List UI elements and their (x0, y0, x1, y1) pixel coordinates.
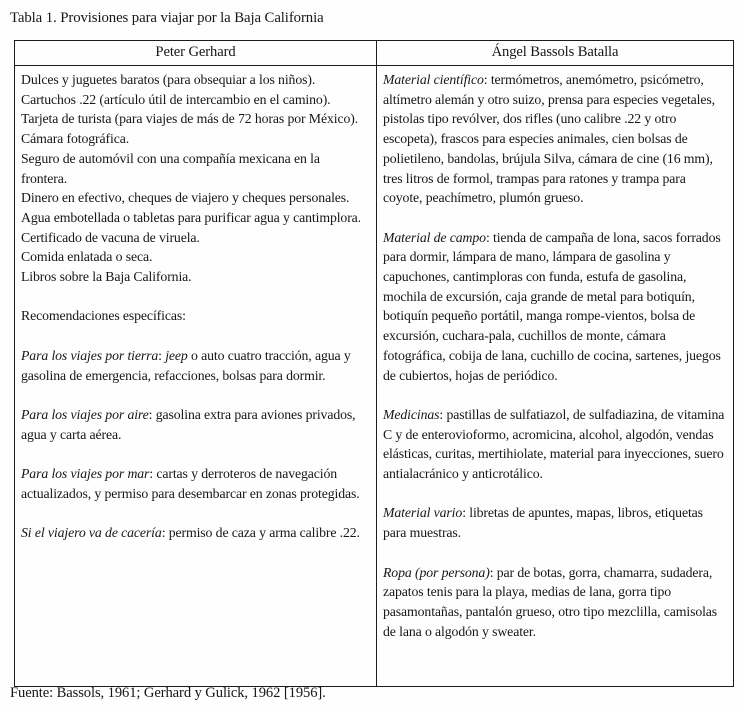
table-paragraph: Cámara fotográfica. (21, 131, 130, 147)
table-paragraph: Dulces y juguetes baratos (para obsequiar a los niños). (21, 72, 316, 87)
table-paragraph: Para los viajes por tierra: jeep o auto cuatro tracción, agua y gasolina de emergencia, refacciones, bolsas para dormir. (21, 347, 351, 383)
table-paragraph: Dinero en efectivo, cheques de viajero y cheques personales. (21, 190, 350, 206)
table-paragraph: Agua embotellada o tabletas para purificar agua y cantimplora. (21, 209, 362, 225)
provisions-table (14, 40, 734, 687)
cell-angel-bassols-provisions (377, 66, 734, 687)
table-paragraph: Para los viajes por aire: gasolina extra para aviones privados, agua y carta aérea. (21, 406, 356, 442)
table-paragraph: Cartuchos .22 (artículo útil de intercambio en el camino). (21, 91, 331, 107)
table-body-row (15, 66, 734, 687)
source-note: Fuente: Bassols, 1961; Gerhard y Gulick, 1962 [1956]. (10, 685, 326, 701)
table-paragraph: Material de campo: tienda de campaña de lona, sacos forrados para dormir, lámpara de mano, lámpara de gasolina y capuchones, cantimploras con funda, estufa de gasolina, mochila de excursión, caja grande de metal para botiquín, botiquín pequeño portátil, manga rompe-vientos, bolsa de excursión, cuchara-pala, cuchillos de monte, cámara fotográfica, cobija de lana, cuchillo de cocina, sartenes, juegos de cubiertos, hojas de periódico. (383, 229, 721, 383)
table-paragraph: Medicinas: pastillas de sulfatiazol, de sulfadiazina, de vitamina C y de enterovioformo, acromicina, alcohol, algodón, vendas elásticas, curitas, mertihiolate, material para inyecciones, suero antialacránico y anticrotálico. (383, 406, 725, 482)
table-paragraph: Para los viajes por mar: cartas y derroteros de navegación actualizados, y permiso para desembarcar en zonas protegidas. (21, 466, 360, 501)
table-paragraph: Si el viajero va de cacería: permiso de caza y arma calibre .22. (21, 525, 360, 541)
table-paragraph: Comida enlatada o seca. (21, 249, 153, 265)
table-paragraph: Seguro de automóvil con una compañía mexicana en la frontera. (21, 150, 320, 186)
table-paragraph: Libros sobre la Baja California. (21, 269, 192, 285)
column-header-peter-gerhard: Peter Gerhard (15, 41, 377, 66)
table-paragraph: Certificado de vacuna de viruela. (21, 229, 200, 245)
table-paragraph: Material científico: termómetros, anemómetro, psicómetro, altímetro alemán y otro suizo, prensa para especies vegetales, pistolas tipo revólver, dos rifles (uno calibre .22 y otro escopeta), frascos para especies animales, cien bolsas de polietileno, bandolas, brújula Silva, cámara de cine (16 mm), tres litros de formol, trampas para ratones y trampa para coyote, peachímetro, plumón grueso. (383, 72, 715, 206)
table-paragraph: Recomendaciones específicas: (21, 308, 186, 324)
table-paragraph: Ropa (por persona): par de botas, gorra, chamarra, sudadera, zapatos tenis para la playa, medias de lana, gorra tipo pasamontañas, pantalón grueso, otro tipo mezclilla, camisolas de lana o algodón y sweater. (383, 564, 718, 639)
cell-peter-gerhard-provisions (15, 66, 377, 687)
table-paragraph: Material vario: libretas de apuntes, mapas, libros, etiquetas para muestras. (383, 505, 703, 541)
column-header-angel-bassols-batalla: Ángel Bassols Batalla (377, 41, 734, 66)
table-header-row (15, 41, 734, 66)
table-caption: Tabla 1. Provisiones para viajar por la Baja California (10, 10, 324, 26)
table-paragraph: Tarjeta de turista (para viajes de más de 72 horas por México). (21, 111, 359, 127)
